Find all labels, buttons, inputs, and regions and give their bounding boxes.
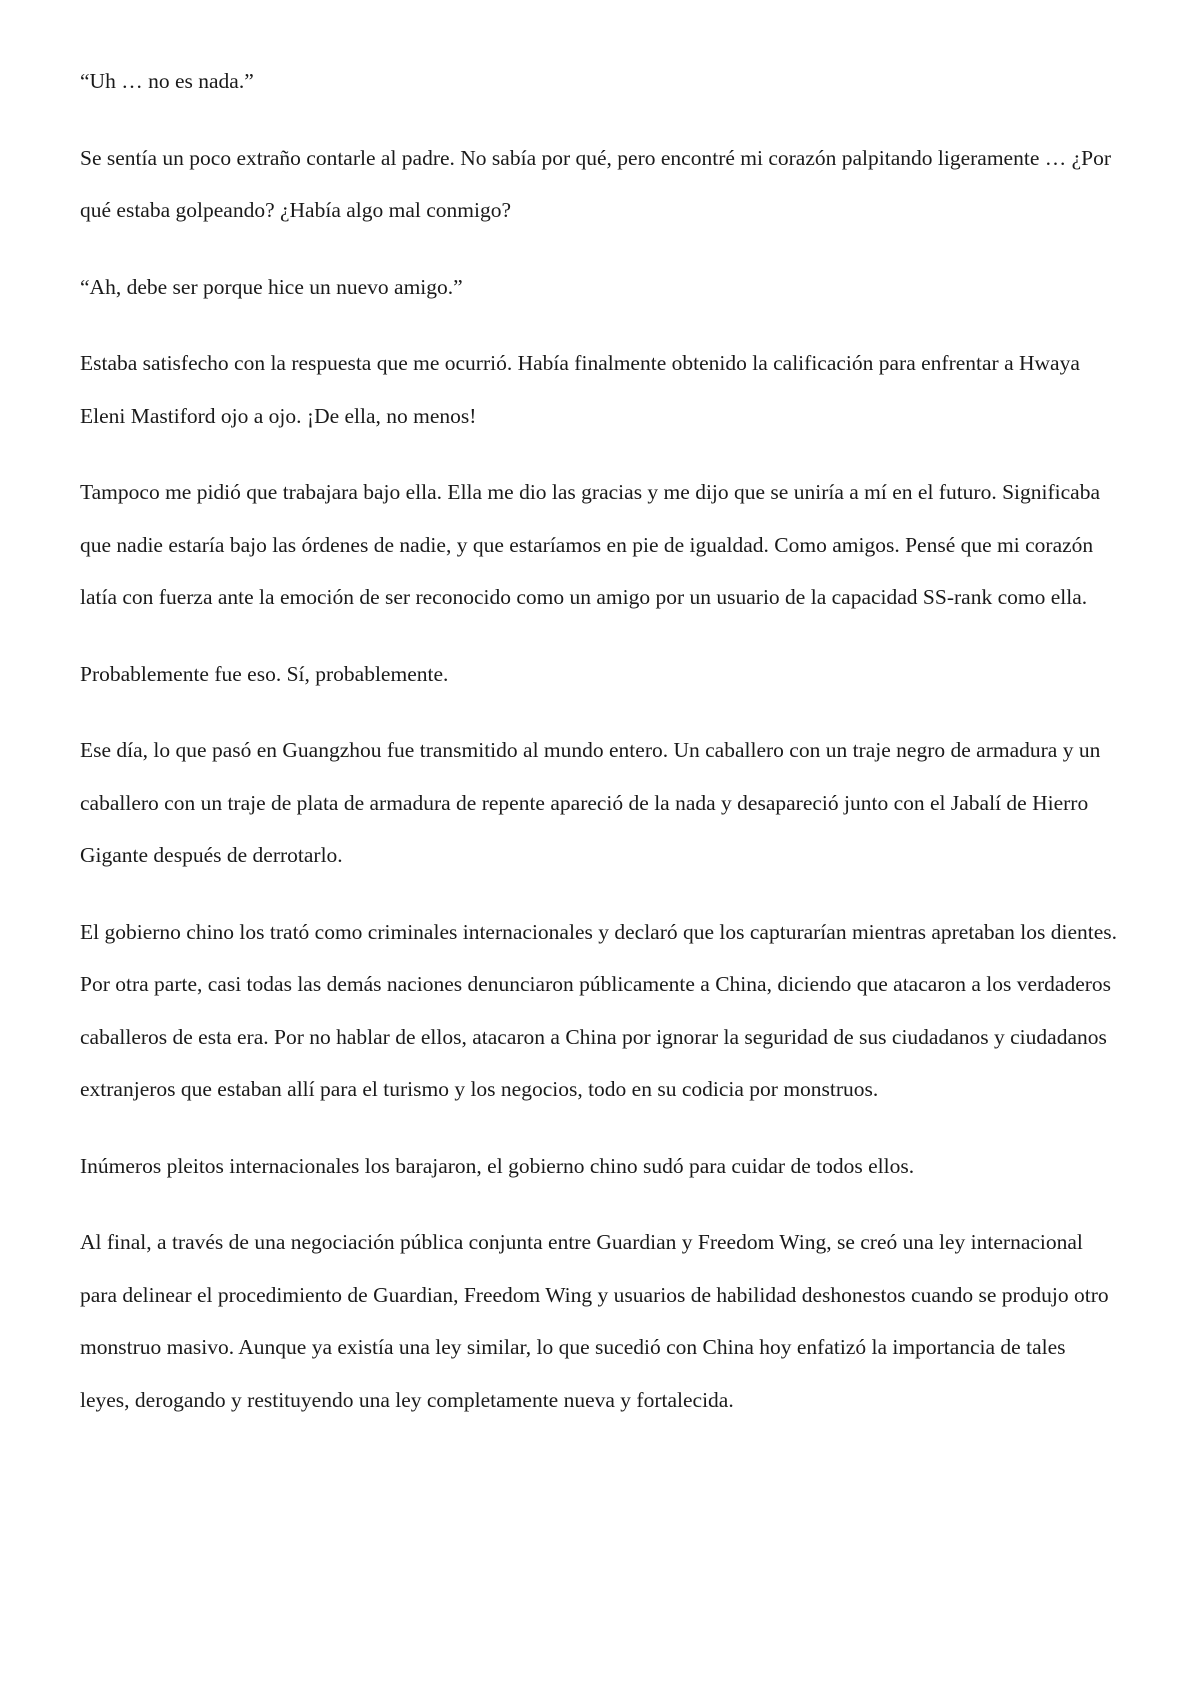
paragraph: “Ah, debe ser porque hice un nuevo amigo.” <box>80 274 463 299</box>
paragraph: El gobierno chino los trató como criminales internacionales y declaró que los capturarían mientras apretaban los dientes. Por otra parte, casi todas las demás naciones denunciaron públicamente a China, diciendo que atacaron a los verdaderos caballeros de esta era. Por no hablar de ellos, atacaron a China por ignorar la seguridad de sus ciudadanos y ciudadanos extranjeros que estaban allí para el turismo y los negocios, todo en su codicia por monstruos. <box>80 919 1118 1101</box>
paragraph: Inúmeros pleitos internacionales los barajaron, el gobierno chino sudó para cuidar de todos ellos. <box>80 1153 915 1178</box>
paragraph: Ese día, lo que pasó en Guangzhou fue transmitido al mundo entero. Un caballero con un traje negro de armadura y un caballero con un traje de plata de armadura de repente apareció de la nada y desapareció junto con el Jabalí de Hierro Gigante después de derrotarlo. <box>80 738 1101 867</box>
paragraph: Se sentía un poco extraño contarle al padre. No sabía por qué, pero encontré mi corazón palpitando ligeramente … ¿Por qué estaba golpeando? ¿Había algo mal conmigo? <box>80 145 1112 222</box>
document-page <box>80 55 1120 1450</box>
paragraph: Al final, a través de una negociación pública conjunta entre Guardian y Freedom Wing, se creó una ley internacional para delinear el procedimiento de Guardian, Freedom Wing y usuarios de habilidad deshonestos cuando se produjo otro monstruo masivo. Aunque ya existía una ley similar, lo que sucedió con China hoy enfatizó la importancia de tales leyes, derogando y restituyendo una ley completamente nueva y fortalecida. <box>80 1230 1109 1412</box>
paragraph: Tampoco me pidió que trabajara bajo ella. Ella me dio las gracias y me dijo que se uniría a mí en el futuro. Significaba que nadie estaría bajo las órdenes de nadie, y que estaríamos en pie de igualdad. Como amigos. Pensé que mi corazón latía con fuerza ante la emoción de ser reconocido como un amigo por un usuario de la capacidad SS-rank como ella. <box>80 480 1101 609</box>
paragraph: “Uh … no es nada.” <box>80 69 254 93</box>
paragraph: Probablemente fue eso. Sí, probablemente. <box>80 661 449 686</box>
paragraph: Estaba satisfecho con la respuesta que me ocurrió. Había finalmente obtenido la calificación para enfrentar a Hwaya Eleni Mastiford ojo a ojo. ¡De ella, no menos! <box>80 351 1080 428</box>
